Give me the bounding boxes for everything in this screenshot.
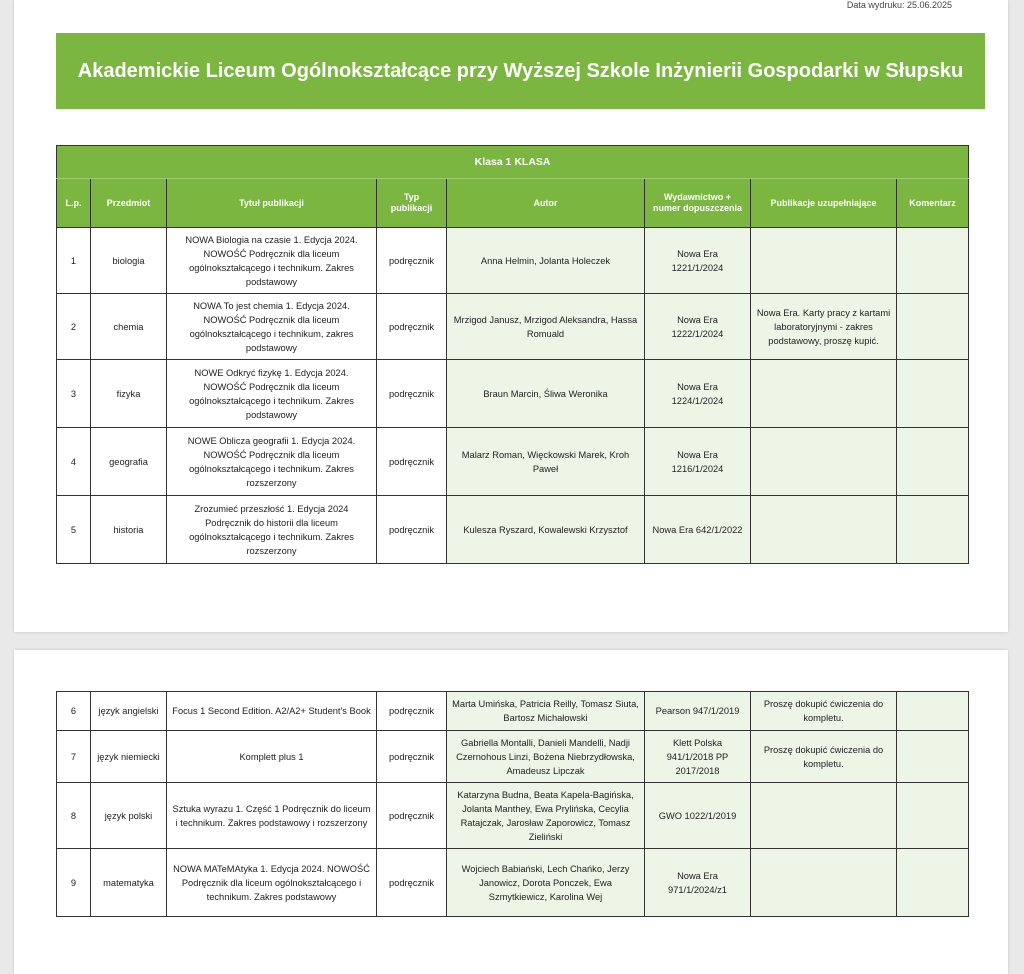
table-row [57,228,969,294]
cell-supplementary [751,849,897,917]
cell-publisher: Klett Polska 941/1/2018 PP 2017/2018 [645,731,751,783]
cell-type: podręcznik [377,428,447,496]
column-header-row [57,179,969,228]
cell-type: podręcznik [377,783,447,849]
cell-publisher: Nowa Era 1221/1/2024 [645,228,751,294]
cell-type: podręcznik [377,731,447,783]
cell-supplementary [751,496,897,564]
cell-author: Kulesza Ryszard, Kowalewski Krzysztof [447,496,645,564]
cell-lp: 6 [57,692,91,731]
cell-supplementary: Proszę dokupić ćwiczenia do kompletu. [751,692,897,731]
cell-comment [897,849,969,917]
cell-lp: 1 [57,228,91,294]
cell-title: Komplett plus 1 [167,731,377,783]
cell-subject: chemia [91,294,167,360]
cell-subject: fizyka [91,360,167,428]
table-row [57,360,969,428]
cell-author: Wojciech Babiański, Lech Chańko, Jerzy Janowicz, Dorota Ponczek, Ewa Szmytkiewicz, Karolina Wej [447,849,645,917]
cell-publisher: GWO 1022/1/2019 [645,783,751,849]
cell-title: NOWA MATeMAtyka 1. Edycja 2024. NOWOŚĆ Podręcznik dla liceum ogólnokształcącego i technikum. Zakres podstawowy [167,849,377,917]
cell-comment [897,731,969,783]
cell-title: NOWA To jest chemia 1. Edycja 2024. NOWOŚĆ Podręcznik dla liceum ogólnokształcącego i technikum, zakres podstawowy [167,294,377,360]
cell-subject: matematyka [91,849,167,917]
cell-publisher: Nowa Era 1224/1/2024 [645,360,751,428]
cell-lp: 4 [57,428,91,496]
cell-type: podręcznik [377,228,447,294]
table-row [57,428,969,496]
cell-publisher: Nowa Era 1216/1/2024 [645,428,751,496]
column-header-comment: Komentarz [897,179,969,228]
textbook-table-page-2 [56,691,969,917]
cell-comment [897,360,969,428]
cell-supplementary [751,228,897,294]
cell-title: Sztuka wyrazu 1. Część 1 Podręcznik do liceum i technikum. Zakres podstawowy i rozszerzony [167,783,377,849]
cell-subject: historia [91,496,167,564]
cell-publisher: Pearson 947/1/2019 [645,692,751,731]
cell-publisher: Nowa Era 1222/1/2024 [645,294,751,360]
cell-type: podręcznik [377,849,447,917]
cell-supplementary [751,360,897,428]
column-header-author: Autor [447,179,645,228]
cell-lp: 3 [57,360,91,428]
print-date: Data wydruku: 25.06.2025 [846,0,952,10]
cell-author: Anna Helmin, Jolanta Holeczek [447,228,645,294]
column-header-type: Typ publikacji [377,179,447,228]
textbook-table-page-1 [56,145,969,564]
cell-author: Mrzigod Janusz, Mrzigod Aleksandra, Hassa Romuald [447,294,645,360]
cell-title: NOWA Biologia na czasie 1. Edycja 2024. NOWOŚĆ Podręcznik dla liceum ogólnokształcącego i technikum. Zakres podstawowy [167,228,377,294]
table-row [57,692,969,731]
cell-supplementary: Proszę dokupić ćwiczenia do kompletu. [751,731,897,783]
cell-title: Focus 1 Second Edition. A2/A2+ Student's Book [167,692,377,731]
cell-type: podręcznik [377,294,447,360]
column-header-subject: Przedmiot [91,179,167,228]
cell-comment [897,294,969,360]
cell-subject: geografia [91,428,167,496]
cell-author: Marta Umińska, Patricia Reilly, Tomasz Siuta, Bartosz Michałowski [447,692,645,731]
cell-supplementary: Nowa Era. Karty pracy z kartami laboratoryjnymi - zakres podstawowy, proszę kupić. [751,294,897,360]
column-header-title: Tytuł publikacji [167,179,377,228]
cell-lp: 7 [57,731,91,783]
cell-publisher: Nowa Era 642/1/2022 [645,496,751,564]
cell-comment [897,428,969,496]
column-header-lp: L.p. [57,179,91,228]
cell-author: Braun Marcin, Śliwa Weronika [447,360,645,428]
cell-author: Malarz Roman, Więckowski Marek, Kroh Paweł [447,428,645,496]
cell-subject: język angielski [91,692,167,731]
cell-comment [897,228,969,294]
cell-lp: 9 [57,849,91,917]
document-page-2 [14,650,1008,974]
cell-title: Zrozumieć przeszłość 1. Edycja 2024 Podręcznik do historii dla liceum ogólnokształcącego i technikum. Zakres rozszerzony [167,496,377,564]
cell-subject: język niemiecki [91,731,167,783]
column-header-supplementary: Publikacje uzupełniające [751,179,897,228]
cell-title: NOWE Oblicza geografii 1. Edycja 2024. NOWOŚĆ Podręcznik dla liceum ogólnokształcącego i technikum. Zakres rozszerzony [167,428,377,496]
class-title: Klasa 1 KLASA [57,146,969,179]
cell-lp: 8 [57,783,91,849]
cell-comment [897,496,969,564]
cell-supplementary [751,783,897,849]
cell-type: podręcznik [377,496,447,564]
cell-lp: 2 [57,294,91,360]
table-row [57,294,969,360]
cell-author: Katarzyna Budna, Beata Kapela-Bagińska, Jolanta Manthey, Ewa Prylińska, Cecylia Ratajczak, Jarosław Zaporowicz, Tomasz Zieliński [447,783,645,849]
cell-publisher: Nowa Era 971/1/2024/z1 [645,849,751,917]
cell-lp: 5 [57,496,91,564]
document-page-1 [14,0,1008,632]
cell-type: podręcznik [377,692,447,731]
school-title-banner: Akademickie Liceum Ogólnokształcące przy Wyższej Szkole Inżynierii Gospodarki w Słupsku [56,33,985,109]
cell-subject: język polski [91,783,167,849]
table-row [57,496,969,564]
cell-type: podręcznik [377,360,447,428]
cell-title: NOWE Odkryć fizykę 1. Edycja 2024. NOWOŚĆ Podręcznik dla liceum ogólnokształcącego i technikum. Zakres podstawowy [167,360,377,428]
cell-subject: biologia [91,228,167,294]
table-row [57,783,969,849]
table-row [57,849,969,917]
cell-supplementary [751,428,897,496]
column-header-publisher: Wydawnictwo + numer dopuszczenia [645,179,751,228]
cell-comment [897,783,969,849]
table-row [57,731,969,783]
cell-comment [897,692,969,731]
cell-author: Gabriella Montalli, Danieli Mandelli, Nadji Czernohous Linzi, Bożena Niebrzydłowska, Amadeusz Lipczak [447,731,645,783]
